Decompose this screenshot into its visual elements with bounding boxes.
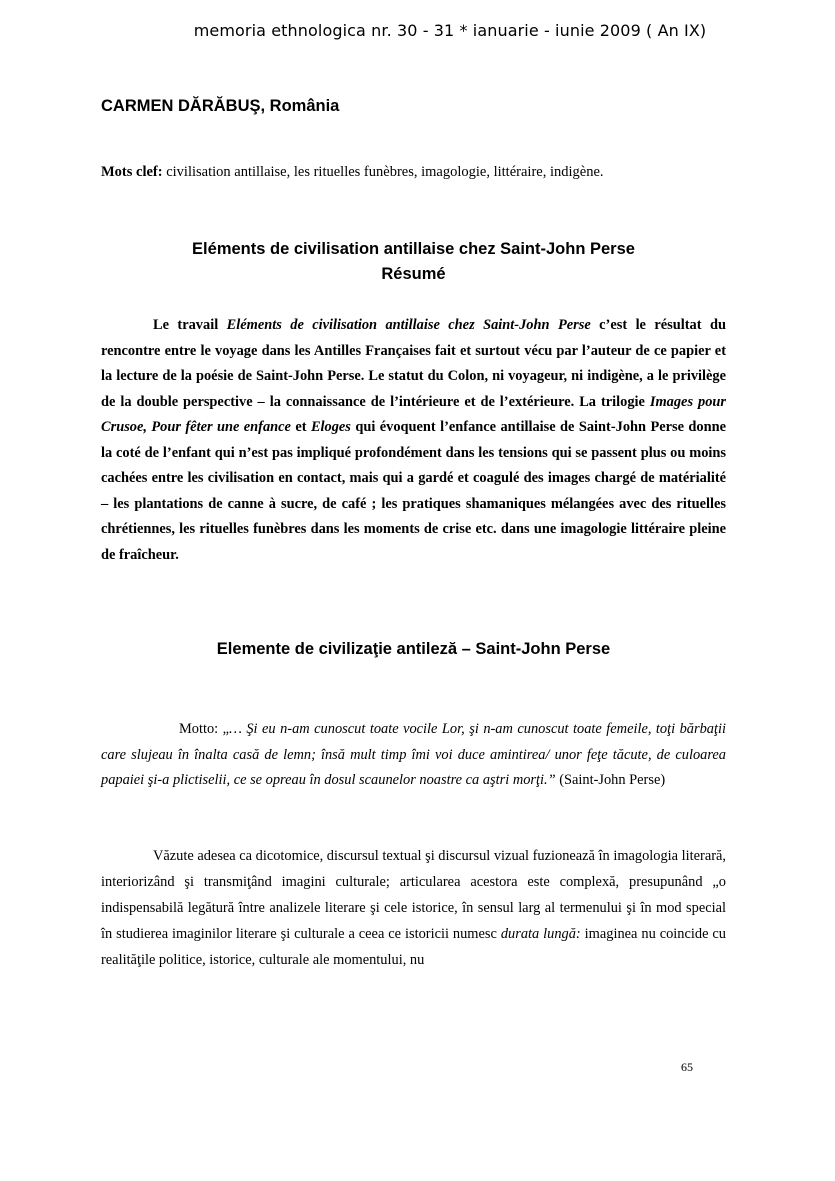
motto-source: (Saint-John Perse) xyxy=(555,772,666,788)
running-header: memoria ethnologica nr. 30 - 31 * ianuarie - iunie 2009 ( An IX) xyxy=(193,21,707,40)
motto-quote: … Şi eu n-am cunoscut toate vocile Lor, şi n-am cunoscut toate femeile, toţi bărbaţii care slujeau în înalta casă de lemn; însă mult timp îmi voi duce amintirea/ unor feţe tăcute, de culoarea papaiei şi-a plictiselii, ce se opreau în dosul scaunelor noastre ca aştri morţi.” xyxy=(101,721,726,788)
body-paragraph xyxy=(101,843,726,973)
body-text: Văzute adesea ca dicotomice, discursul textual şi discursul vizual fuzionează în imagologia literară, interiorizând şi transmiţând imagini culturale; articularea acestora este complexă, presupunând „o indispensabilă legătură între analizele literare şi cele istorice, în sensul larg al termenului şi în mod special în studierea imaginilor literare şi culturale a ceea ce istoricii numesc xyxy=(101,848,727,942)
abstract-trilogy-titles: Images pour Crusoe, Pour fêter une enfance xyxy=(101,393,726,435)
abstract-text: c’est le résultat du rencontre entre le voyage dans les Antilles Françaises fait et surtout vécu par l’auteur de ce papier et la lecture de la poésie de Saint-John Perse. Le statut du Colon, ni voyageur, ni indigène, a le privilège de la double perspective – la connaissance de l’intérieure et de l’extérieure. La trilogie xyxy=(101,317,726,410)
keywords xyxy=(101,164,741,181)
author-line: CARMEN DĂRĂBUŞ, România xyxy=(101,97,340,115)
keywords-text: civilisation antillaise, les rituelles funèbres, imagologie, littéraire, indigène. xyxy=(162,164,604,180)
body-text: imaginea nu coincide cu realităţile politice, istorice, culturale ale momentului, nu xyxy=(101,926,726,968)
page-number: 65 xyxy=(681,1060,693,1074)
french-title xyxy=(101,237,726,287)
abstract-text: et xyxy=(290,419,311,435)
abstract-text: Le travail xyxy=(153,317,227,333)
motto-paragraph xyxy=(101,717,726,794)
french-title-line: Eléments de civilisation antillaise chez Saint-John Perse xyxy=(192,240,635,258)
abstract-text: qui évoquent l’enfance antillaise de Saint-John Perse donne la coté de l’enfant qui n’est pas impliqué profondément dans les tensions qui se passent plus ou moins cachées entre les civilisation en contact, mais qui a gardé et coagulé des images chargé de matérialité – les plantations de canne à sucre, de café ; les pratiques shamaniques mélangées avec des rituelles chrétiennes, les rituelles funèbres dans les moments de crise etc. dans une imagologie littéraire pleine de fraîcheur. xyxy=(101,419,726,563)
abstract-eloges-title: Eloges xyxy=(310,419,351,435)
resume-heading: Résumé xyxy=(381,265,446,283)
motto-label: Motto: „ xyxy=(179,721,230,737)
abstract-work-title: Eléments de civilisation antillaise chez Saint-John Perse xyxy=(226,317,591,333)
abstract-paragraph xyxy=(101,313,726,568)
body-italic-term: durata lungă: xyxy=(500,926,581,942)
keywords-label: Mots clef: xyxy=(101,164,163,180)
romanian-title: Elemente de civilizaţie antileză – Saint-John Perse xyxy=(216,640,611,658)
